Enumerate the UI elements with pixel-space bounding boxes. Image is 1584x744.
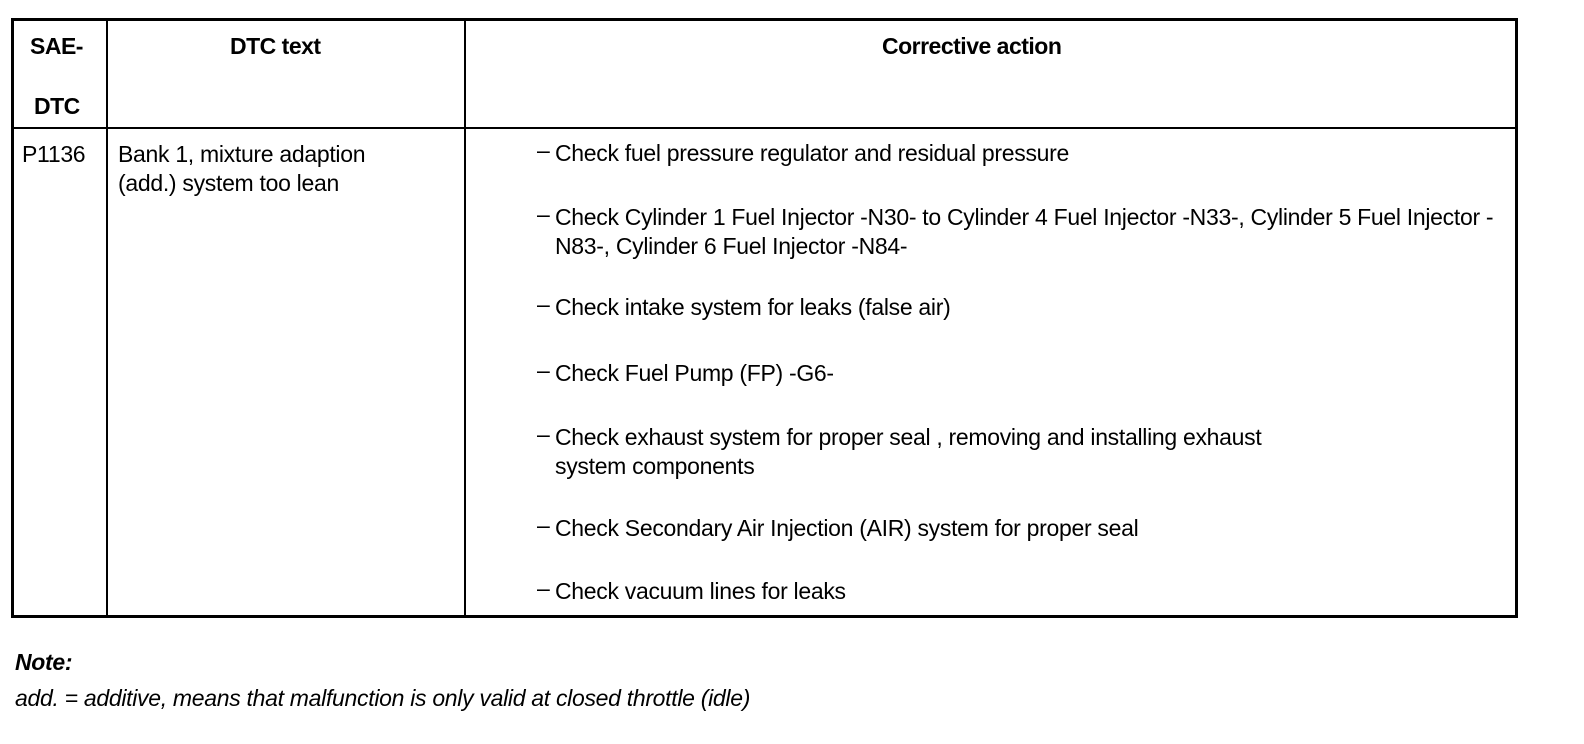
dtc-text-line2: (add.) system too lean (118, 170, 339, 196)
corrective-action-item (537, 423, 1315, 481)
column-divider-1 (106, 21, 108, 615)
corrective-action-text: Check Secondary Air Injection (AIR) system for proper seal (555, 515, 1139, 541)
corrective-action-item (537, 577, 1515, 606)
corrective-action-item (537, 203, 1515, 261)
corrective-action-text: Check intake system for leaks (false air) (555, 294, 951, 320)
note-text: add. = additive, means that malfunction is only valid at closed throttle (idle) (15, 685, 751, 711)
dash-bullet: – (537, 421, 550, 447)
corrective-action-item (537, 359, 1515, 388)
corrective-action-item (537, 293, 1515, 322)
header-corrective-action: Corrective action (882, 33, 1062, 59)
dash-bullet: – (537, 201, 550, 227)
corrective-action-item (537, 514, 1515, 543)
column-divider-2 (464, 21, 466, 615)
dash-bullet: – (537, 291, 550, 317)
corrective-action-text: Check exhaust system for proper seal , removing and installing exhaust system components (555, 424, 1262, 479)
dtc-code: P1136 (22, 141, 86, 167)
corrective-action-text: Check vacuum lines for leaks (555, 578, 846, 604)
dtc-table (11, 18, 1518, 618)
header-divider (14, 127, 1515, 129)
dash-bullet: – (537, 575, 550, 601)
corrective-action-text: Check Cylinder 1 Fuel Injector -N30- to Cylinder 4 Fuel Injector -N33-, Cylinder 5 Fuel Injector -N83-, Cylinder 6 Fuel Injector -N84- (555, 204, 1494, 259)
header-dtc-text: DTC text (230, 33, 321, 59)
corrective-action-text: Check Fuel Pump (FP) -G6- (555, 360, 834, 386)
dash-bullet: – (537, 512, 550, 538)
dtc-text-line1: Bank 1, mixture adaption (118, 141, 366, 167)
corrective-action-item (537, 139, 1515, 168)
corrective-action-text: Check fuel pressure regulator and residual pressure (555, 140, 1069, 166)
header-sae-dtc-line2: DTC (34, 93, 80, 119)
note-title: Note: (15, 649, 73, 675)
dash-bullet: – (537, 137, 550, 163)
header-sae-dtc-line1: SAE- (30, 33, 83, 59)
dash-bullet: – (537, 357, 550, 383)
